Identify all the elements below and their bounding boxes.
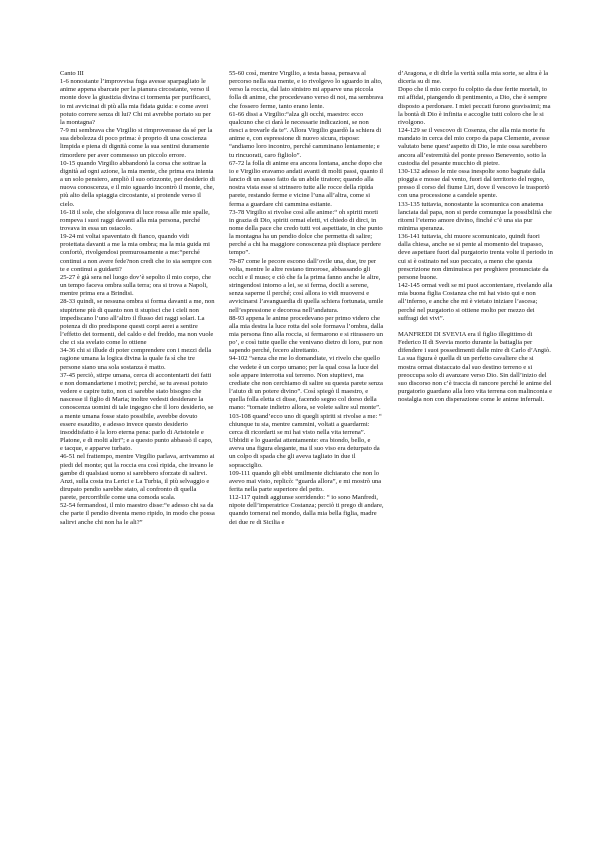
paragraph: 34-36 chi si illude di poter comprendere con i mezzi della ragione umana la logica divina la quale fa sì che tre persone siano una sola sostanza è matto.: [60, 347, 212, 371]
paragraph: 94-102 “senza che me lo domandiate, vi rivelo che quello che vedete è un corpo umano; per la qual cosa la luce del sole appare interrotta sul terreno. Non stupitevi, ma crediate che non cerchiamo di salire su questa parete senza l’aiuto di un potere divino”. Così spiegò il maestro, e quella folla eletta ci disse, facendo segno col dorso della mano: “tornate indietro allora, se volete salire sul monte”.: [229, 355, 383, 412]
paragraph: 142-145 ormai vedi se mi puoi accontentare, rivelando alla mia buona figlia Costanza che mi hai visto qui e non all’inferno, e anche che mi è vietato iniziare l’ascesa; perché nel purgatorio si ottiene molto per mezzo dei suffragi dei vivi”.: [398, 282, 553, 322]
paragraph: 1-6 nonostante l’improvvisa fuga avesse sparpagliato le anime appena sbarcate per la pianura circostante, verso il monte dove la giustizia divina ci tormenta per purificarci, io mi avvicinai di più alla mia fidata guida: e come avrei potuto correre senza di lui? Chi mi avrebbe portato su per la montagna?: [60, 78, 211, 126]
text-column-3: [398, 70, 553, 404]
paragraph: 28-33 quindi, se nessuna ombra si forma davanti a me, non stupirtene più di quanto non ti stupisci che i cieli non impediscano l’uno all’altro il flusso dei raggi solari. La potenza di dio predispone questi corpi aerei a sentire l’effetto dei tormenti, del caldo e del freddo, ma non vuole che ci sia svelato come lo ottiene: [60, 298, 215, 347]
paragraph: 16-18 il sole, che sfolgorava di luce rossa alle mie spalle, rompeva i suoi raggi davanti alla mia persona, perché trovava in essa un ostacolo.: [60, 208, 210, 232]
paragraph: d’Aragona, e di dirle la verità sulla mia sorte, se altra è la diceria su di me.: [398, 70, 549, 86]
paragraph: 67-72 la folla di anime era ancora lontana, anche dopo che io e Virgilio eravamo andati avanti di molti passi, quanto il lancio di un sasso fatto da un abile tiratore; quando alla nostra vista esse si strinsero tutte alle rocce della ripida parete, restando ferme e vicine l’una all’altra, come si ferma a guardare chi cammina esitante.: [229, 159, 384, 208]
canto-title: Canto III: [60, 70, 84, 77]
paragraph: 130-132 adesso le mie ossa inespolte sono bagnate dalla pioggia e mosse dal vento, fuori dal territorio del regno, presso il corso del fiume Liri, dove il vescovo le trasportò con una processione a candele spente.: [398, 167, 550, 200]
paragraph: MANFREDI DI SVEVIA era il figlio illegittimo di Federico II di Svevia morto durante la battaglia per difendere i suoi possedimenti dalle mire di Carlo d’Angiò. La sua figura è quella di un perfetto cavaliere che si mostra ormai distaccato dal suo destino terreno e si preoccupa solo di avanzare verso Dio. Sin dall’inizio del suo discorso non c’è traccia di rancore perché le anime del purgatorio guardano alla loro vita terrena con malinconia e nostalgia non con disperazione come le anime infernali.: [398, 330, 553, 404]
paragraph-spacer: [398, 323, 553, 331]
paragraph: 25-27 è già sera nel luogo dov’è sepolto il mio corpo, che un tempo faceva ombra sulla terra; ora si trova a Napoli, mentre prima era a Brindisi.: [60, 273, 211, 298]
paragraph: 61-66 dissi a Virgilio:“alza gli occhi, maestro: ecco qualcuno che ci darà le necessarie indicazioni, se non riesci a trovarle da te”. Allora Virgilio guardò la schiera di anime e, con espressione di nuovo sicura, rispose: “andiamo loro incontro, perché camminano lentamente; e tu rincuorati, caro figliolo”.: [229, 110, 382, 159]
paragraph: 88-93 appena le anime procedevano per primo videro che alla mia destra la luce rotta del sole formava l’ombra, dalla mia persona fino alla roccia, si fermarono e si ritrassero un po’, e così tutte quelle che venivano dietro di loro, pur non sapendo perché, fecero altrettanto.: [229, 314, 384, 355]
paragraph: 7-9 mi sembrava che Virgilio si rimproverasse da sé per la sua debolezza di poco prima: è proprio di una coscienza limpida e piena di dignità come la sua sentirsi duramente rimordere per aver commesso un piccolo errore.: [60, 127, 213, 159]
paragraph: 124-129 se il vescovo di Cosenza, che alla mia morte fu mandato in cerca del mio corpo da papa Clemente, avesse valutato bene quest’aspetto di Dio, le mie ossa sarebbero ancora all’estremità del ponte presso Benevento, sotto la custodia del pesante mucchio di pietre.: [398, 127, 550, 167]
paragraph: 52-54 fermandosi, il mio maestro disse:“e adesso chi sa da che parte il pendio diventa meno ripido, in modo che possa salirvi anche chi non ha le ali?”: [60, 502, 215, 526]
paragraph: 46-51 nel frattempo, mentre Virgilio parlava, arrivammo ai piedi del monte; qui la roccia era così ripida, che invano le gambe di qualsiasi uomo si sarebbero sforzate di salirvi. Anzi, sulla costa tra Lerici e La Turbia, il più selvaggio e dirupato pendio sarebbe stato, al confronto di quella parete, percorribile come una comoda scala.: [60, 453, 215, 502]
text-column-2: [229, 70, 384, 527]
paragraph: 37-45 perciò, stirpe umana, cerca di accontentarti dei fatti e non domandartene i motivi; perché, se tu avessi potuto vedere e capire tutto, non ci sarebbe stato bisogno che nascesse il figlio di Maria; inoltre vedesti desiderare la conoscenza uomini di tale ingegno che il loro desiderio, se a mente umana fosse stato possibile, avrebbe dovuto essere esaudito, e adesso invece questo desiderio insoddisfatto è la loro eterna pena: parlo di Aristotele e Platone, e di molti altri”; e a questo punto abbassò il capo, e tacque, e apparve turbato.: [60, 371, 214, 453]
paragraph: 133-135 tuttavia, nonostante la scomunica con anatema lanciata dal papa, non si perde comunque la possibilità che ritorni l’eterno amore divino, finché c’è una sia pur minima speranza.: [398, 200, 552, 232]
paragraph: 109-111 quando gli ebbi umilmente dichiarato che non lo avevo mai visto, replicò: “guarda allora”, e mi mostrò una ferita nella parte superiore del petto.: [229, 469, 382, 493]
paragraph: 73-78 Virgilio si rivolse così alle anime:“ oh spiriti morti in grazia di Dio, spiriti ormai eletti, vi chiedo di dirci, in nome della pace che credo tutti voi aspettiate, in che punto la montagna ha un pendio dolce che permetta di salire; perché a chi ha maggiore conoscenza più dispiace perdere tempo”.: [229, 208, 383, 257]
paragraph: 10-15 quando Virgilio abbandonò la corsa che sottrae la dignità ad ogni azione, la mia mente, che prima era intenta a un solo pensiero, ampliò il suo orizzonte, per desiderio di nuova conoscenza, e il mio sguardo incontrò il monte, che, più alto della spiaggia circostante, si protende verso il cielo.: [60, 159, 215, 208]
paragraph: Dopo che il mio corpo fu colpito da due ferite mortali, io mi affidai, piangendo di pentimento, a Dio, che è sempre disposto a perdonare. I miei peccati furono gravissimi; ma la bontà di Dio è infinita e accoglie tutti coloro che le si rivolgono.: [398, 86, 551, 126]
paragraph: 103-108 quand’ecco uno di quegli spiriti si rivolse a me: “ chiunque tu sia, mentre cammini, voltati a guardarmi: cerca di ricordarti se mi hai visto nella vita terrena”. Ubbidii e lo guardai attentamente: era biondo, bello, e aveva una figura elegante, ma il suo viso era deturpato da un colpo di spada che gli aveva tagliato in due il sopracciglio.: [229, 412, 382, 469]
paragraph: 19-24 mi voltai spaventato di fianco, quando vidi proiettata davanti a me la mia ombra; ma la mia guida mi confortò, rivolgendosi premurosamente a me:“perché continui a non avere fede?non credi che io sia sempre con te e continui a guidarti?: [60, 233, 212, 273]
paragraph: 136-141 tuttavia, chi muore scomunicato, quindi fuori dalla chiesa, anche se si pente al momento del trapasso, deve aspettare fuori dal purgatorio trenta volte il periodo in cui si è ostinato nel suo peccato, a meno che questa prescrizione non diminuisca per preghiere pronunciate da persone buone.: [398, 233, 553, 281]
paragraph: 79-87 come le pecore escono dall’ovile una, due, tre per volta, mentre le altre restano timorose, abbassando gli occhi e il muso; e ciò che fa la prima fanno anche le altre, stringendosi intorno a lei, se si ferma, docili a serene, senza saperne il perché; così allora io vidi muoversi e avvicinarsi l’avanguardia di quella schiera fortunata, umile nell’espressione e decorosa nell’andatura.: [229, 257, 384, 314]
text-column-1: [60, 70, 215, 527]
paragraph: 112-117 quindi aggiunse sorridendo: “ io sono Manfredi, nipote dell’imperatrice Costanza; perciò ti prego di andare, quando tornerai nel mondo, dalla mia bella figlia, madre dei due re di Sicilia e: [229, 494, 384, 526]
paragraph: 55-60 così, mentre Virgilio, a testa bassa, pensava al percorso nella sua mente, e io rivolgevo lo sguardo in alto, verso la roccia, dal lato sinistro mi apparve una piccola folla di anime, che procedevano verso di noi, ma sembrava che fossero ferme, tanto erano lente.: [229, 70, 384, 110]
